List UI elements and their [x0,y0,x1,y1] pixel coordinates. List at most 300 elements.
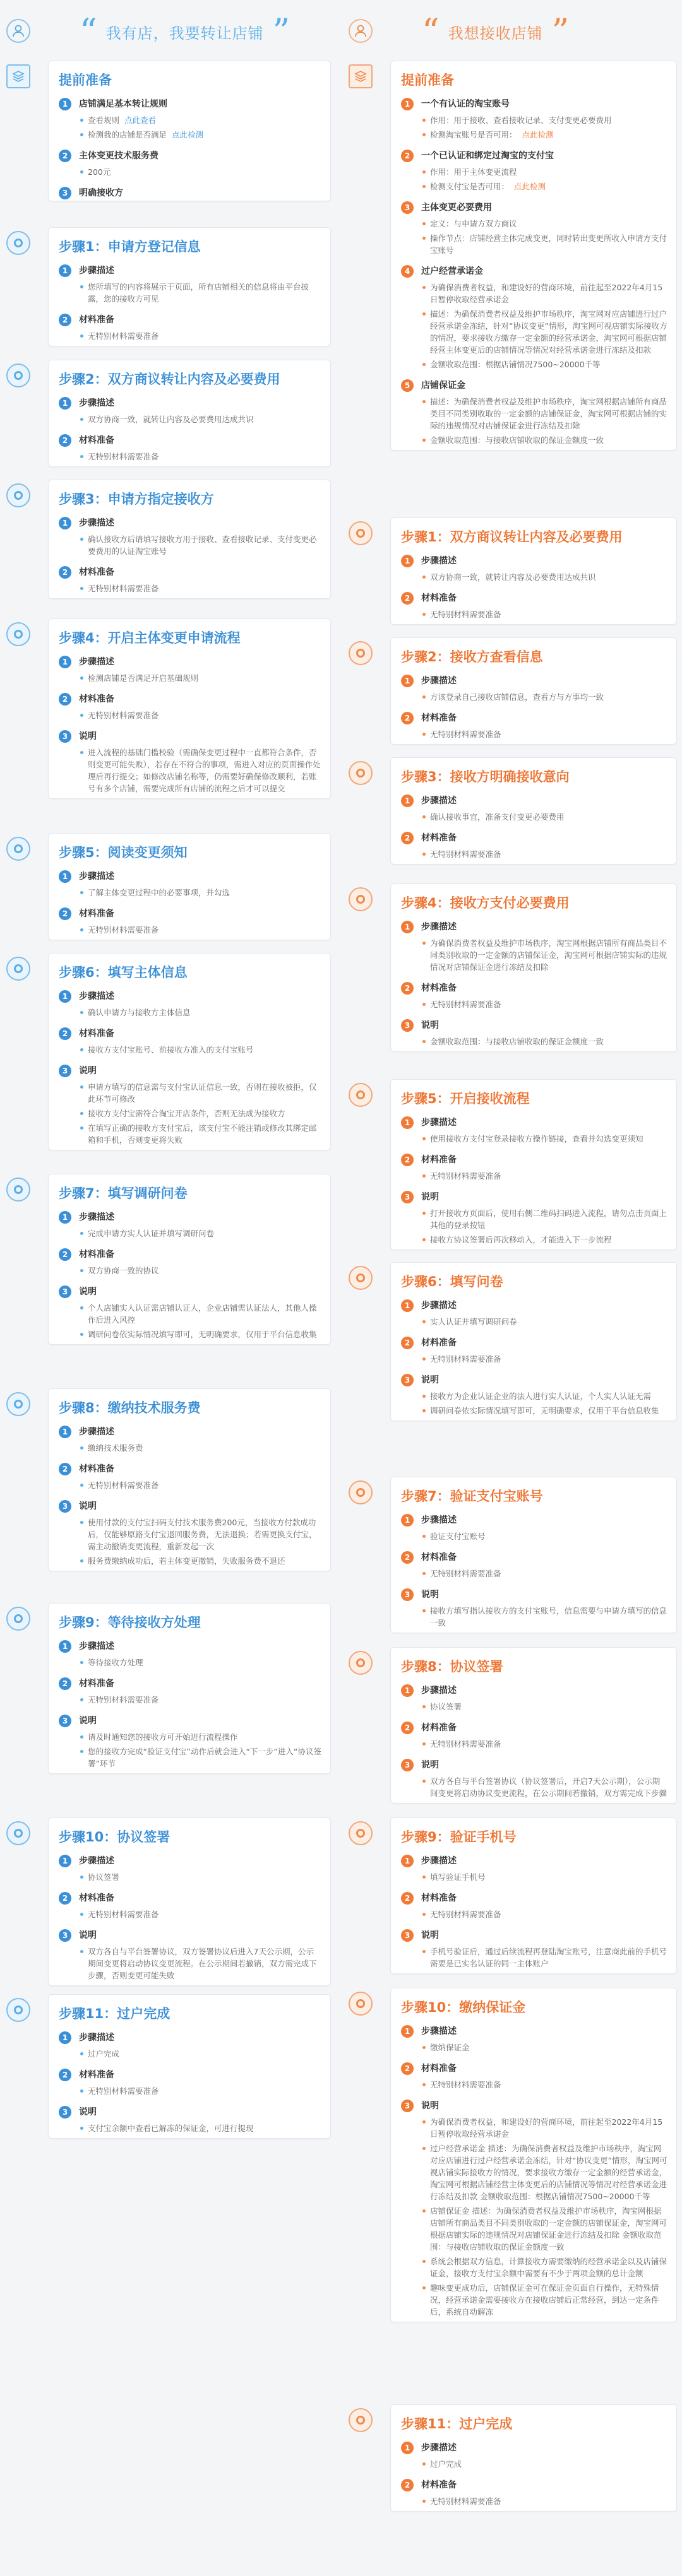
section-heading: 步骤描述 [421,1856,457,1866]
step-node-icon [6,837,30,861]
section-number-badge: 3 [401,1929,414,1942]
step-title: 提前准备 [401,73,454,88]
step-section [391,550,676,587]
user-icon [349,19,373,43]
section-bullets [421,2079,667,2091]
section-number-badge: 1 [59,517,71,529]
section-heading: 步骤描述 [421,1686,457,1696]
section-bullets [79,330,321,342]
step-title: 步骤7：填写调研问卷 [59,1186,188,1201]
section-bullets [79,1516,321,1567]
bullet-text: 描述：为确保消费者权益及维护市场秩序，淘宝网根据店铺所有商品类目不同类别收取的一定金额的店铺保证金，淘宝网可根据店铺的实际的违规情况对店铺保证金进行冻结及扣除 [430,397,667,430]
bullet-text: 过户经营承诺金 描述：为确保消费者权益及维护市场秩序，淘宝网对应店铺进行过户经营承诺金冻结，针对“协议变更”情形，淘宝网可视店铺实际接收方的情况，要求接收方缴存一定金额的经营承诺金，淘宝网可根据店铺经营主体变更后的店铺情况等情况对经营承诺金进行冻结及扣款 金额收取范围：根据店铺情况7500~20000千等 [430,2144,667,2201]
bullet-item [79,1265,321,1277]
bullet-item [79,1746,321,1770]
section-bullets [421,2458,667,2470]
bullet-text: 等待接收方处理 [88,1658,143,1667]
section-bullets [79,2085,321,2097]
step-title: 步骤11：过户完成 [59,2006,170,2021]
step-card [48,833,331,940]
section-heading: 材料准备 [421,1552,457,1563]
step-title: 步骤7：验证支付宝账号 [401,1489,543,1504]
step-node-icon [349,2408,373,2432]
bullet-item [421,1390,667,1402]
section-bullets [421,1530,667,1542]
step-section [49,1887,330,1924]
bullet-text: 无特别材料需要准备 [430,1569,501,1578]
section-heading: 说明 [421,1375,439,1385]
bullet-item [421,1775,667,1799]
bullet-item [79,1122,321,1146]
bullet-text: 为确保消费者权益及维护市场秩序，淘宝网根据店铺所有商品类目不同类别收取的一定金额的店铺保证金，淘宝网可根据店铺实际的违规情况对店铺保证金进行冻结及扣除 [430,938,667,972]
bullet-item [421,1871,667,1883]
section-bullets [421,998,667,1010]
section-bullets [421,218,667,256]
step-section [49,1022,330,1060]
section-heading: 步骤描述 [79,1856,114,1866]
section-bullets [421,1775,667,1799]
section-heading: 材料准备 [79,1029,114,1039]
section-heading: 说明 [79,1501,97,1511]
section-number-badge: 1 [59,990,71,1003]
step-section [49,1243,330,1280]
bullet-item [421,396,667,432]
section-heading: 步骤描述 [421,2026,457,2036]
section-bullets [79,1081,321,1146]
section-number-badge: 2 [401,712,414,724]
bullet-text: 调研问卷依实际情况填写即可，无明确要求，仅用于平台信息收集 [430,1406,659,1415]
section-heading: 材料准备 [79,1250,114,1260]
section-number-badge: 2 [59,566,71,579]
section-heading: 步骤描述 [421,1301,457,1311]
section-bullets [79,1442,321,1454]
section-number-badge: 3 [59,187,71,199]
section-bullets [421,811,667,823]
section-number-badge: 1 [401,795,414,807]
step-card [48,953,331,1150]
bullet-text: 接收方填写指认接收方的支付宝账号，信息需要与申请方填写的信息一致 [430,1606,667,1628]
bullet-text: 确认申请方与接收方主体信息 [88,1008,191,1017]
check-link[interactable]: 点此查看 [124,115,157,125]
bullet-item [421,691,667,703]
step-node-icon [349,1480,373,1504]
bullet-text: 定义：与申请方双方商议 [430,219,517,228]
bullet-text: 过户完成 [430,2459,462,2469]
section-heading: 材料准备 [79,435,114,446]
step-title: 步骤10：缴纳保证金 [401,2000,526,2015]
bullet-item [421,114,667,126]
section-number-badge: 1 [401,1684,414,1697]
bullet-text: 无特别材料需要准备 [430,1354,501,1364]
bullet-text: 无特别材料需要准备 [88,2086,159,2096]
step-section [391,977,676,1014]
step-title: 步骤5：开启接收流程 [401,1091,530,1106]
section-bullets [421,1738,667,1750]
bullet-item [79,114,321,126]
bullet-item [79,887,321,899]
step-title: 步骤6：填写问卷 [401,1274,503,1289]
bullet-text: 服务费缴纳成功后，若主体变更撤销，失败服务费不退还 [88,1556,285,1566]
bullet-text: 无特别材料需要准备 [88,925,159,935]
section-heading: 材料准备 [421,713,457,723]
bullet-item [79,1479,321,1491]
bullet-text: 检测淘宝账号是否可用： [430,130,517,139]
section-heading: 材料准备 [421,1723,457,1733]
step-node-icon [349,1083,373,1107]
step-card [390,637,677,745]
section-bullets [421,1908,667,1920]
section-number-badge: 2 [401,592,414,605]
bullet-text: 无特别材料需要准备 [430,1739,501,1749]
section-bullets [421,1605,667,1629]
bullet-text: 请及时通知您的接收方可开始进行流程操作 [88,1732,238,1742]
section-bullets [79,1227,321,1239]
section-heading: 说明 [79,1716,97,1726]
section-number-badge: 1 [401,555,414,567]
bullet-item [79,1227,321,1239]
section-heading: 材料准备 [421,983,457,993]
bullet-item [421,728,667,740]
bullet-text: 手机号验证后，通过后续流程再登陆淘宝账号，注意商此前的手机号需要是已实名认证的同一主体账户 [430,1947,667,1968]
step-section [391,93,676,145]
section-heading: 说明 [421,2101,439,2111]
section-bullets [421,166,667,192]
bullet-item [421,1568,667,1580]
step-section [391,789,676,827]
step-section [49,688,330,725]
bullet-text: 无特别材料需要准备 [88,331,159,341]
section-number-badge: 2 [59,150,71,162]
step-node-icon [6,1821,30,1845]
section-bullets [421,2041,667,2053]
step-node-icon [6,363,30,387]
bullet-text: 无特别材料需要准备 [88,1695,159,1705]
step-card [390,1477,677,1633]
prep-icon [6,64,30,88]
bullet-text: 无特别材料需要准备 [88,584,159,593]
bullet-item [421,937,667,973]
bullet-text: 无特别材料需要准备 [430,730,501,739]
step-node-icon [6,1392,30,1416]
bullet-text: 打开接收方页面后，使用右侧二维码扫码进入流程，请勿点击页面上其他的登录按钮 [430,1208,667,1230]
section-bullets [79,1479,321,1491]
step-title: 步骤1：双方商议转让内容及必要费用 [401,529,623,545]
bullet-item [421,2142,667,2202]
bullet-item [421,218,667,230]
step-card [390,1817,677,1974]
step-section [391,1369,676,1421]
step-section [391,1149,676,1186]
section-number-badge: 1 [401,921,414,933]
section-heading: 材料准备 [79,909,114,919]
step-card [390,1647,677,1804]
section-heading: 步骤描述 [421,2443,457,2453]
bullet-item [79,582,321,594]
section-bullets [79,2048,321,2060]
step-section [391,827,676,864]
step-section [49,93,330,145]
bullet-text: 无特别材料需要准备 [430,610,501,619]
bullet-text: 无特别材料需要准备 [430,1171,501,1181]
bullet-text: 无特别材料需要准备 [430,849,501,859]
section-bullets [79,1908,321,1920]
bullet-text: 为确保消费者权益，和建设好的营商环境，前往起至2022年4月15日暂停收取经营承诺金 [430,2117,663,2139]
step-title: 步骤9：验证手机号 [401,1829,517,1845]
bullet-item [421,1036,667,1048]
section-number-badge: 1 [59,870,71,883]
section-heading: 步骤描述 [79,398,114,408]
bullet-text: 支付宝余额中查看已解冻的保证金，可进行提现 [88,2124,254,2133]
section-number-badge: 3 [59,1715,71,1727]
section-heading: 步骤描述 [421,556,457,566]
step-section [49,2064,330,2101]
step-section [49,182,330,201]
step-title: 步骤4：接收方支付必要费用 [401,895,570,911]
section-number-badge: 2 [401,1892,414,1905]
seller-column [4,0,332,2133]
section-heading: 材料准备 [421,1155,457,1165]
step-section [391,145,676,196]
bullet-text: 接收方为企业认证企业的法人进行实人认证，个人实人认证无需 [430,1391,652,1401]
step-section [391,1332,676,1369]
step-section [391,1754,676,1803]
bullet-item [421,281,667,305]
step-section [391,2020,676,2057]
section-bullets [79,887,321,899]
bullet-text: 使用付款的支付宝扫码支付技术服务费200元，当接收方付款成功后，仅能够原路支付宝退回服务费，无法退换；若需更换支付宝，需主动撤销变更流程，重新发起一次 [88,1518,317,1551]
step-node-icon [349,521,373,545]
step-card [48,1817,331,1986]
buyer-title: 我想接收店铺 [448,24,543,42]
section-number-badge: 4 [401,265,414,278]
step-node-icon [349,761,373,785]
bullet-item [79,330,321,342]
section-bullets [421,281,667,370]
step-title: 步骤3：接收方明确接收意向 [401,769,570,784]
bullet-text: 无特别材料需要准备 [88,711,159,720]
section-bullets [421,1316,667,1328]
bullet-text: 使用接收方支付宝登录接收方操作链接，查看并勾选变更须知 [430,1134,643,1143]
section-number-badge: 3 [401,1019,414,1032]
bullet-item [421,1353,667,1365]
section-heading: 一个已认证和绑定过淘宝的支付宝 [421,151,554,161]
section-number-badge: 5 [401,379,414,392]
section-heading: 步骤描述 [79,657,114,667]
step-section [49,651,330,688]
step-section [391,1014,676,1051]
bullet-text: 接收方支付宝需符合淘宝开店条件，否则无法成为接收方 [88,1109,285,1118]
step-card [390,1079,677,1250]
section-bullets [421,1036,667,1048]
section-bullets [79,1265,321,1277]
bullet-item [79,1108,321,1120]
step-node-icon [349,887,373,911]
step-section [49,1421,330,1458]
bullet-text: 您所填写的内容将展示于页面，所有店铺相关的信息将由平台披露，您的接收方可见 [88,282,309,304]
section-heading: 材料准备 [421,2064,457,2074]
bullet-item [79,1302,321,1326]
section-heading: 材料准备 [421,1893,457,1903]
check-link[interactable]: 点此检测 [514,182,546,191]
bullet-item [421,2255,667,2279]
step-card [48,618,331,799]
section-bullets [421,2495,667,2507]
step-section [49,259,330,309]
section-bullets [421,608,667,620]
section-number-badge: 1 [59,1640,71,1653]
step-node-icon [6,1178,30,1202]
step-section [49,1280,330,1344]
section-number-badge: 3 [401,201,414,214]
section-heading: 材料准备 [421,1338,457,1348]
check-link[interactable]: 点此检测 [522,130,554,139]
bullet-item [79,1731,321,1743]
bullet-item [79,672,321,684]
bullet-text: 确认接收事宜，准备支付变更必要费用 [430,812,565,822]
step-section [391,374,676,450]
bullet-text: 趣味变更成功后，店铺保证金可在保证金页面自行操作，无特殊情况，经营承诺金需要接收方在接收店铺后正常经营，到达一定条件后，系统自动解冻 [430,2283,659,2317]
bullet-item [421,2458,667,2470]
step-section [391,260,676,374]
step-title: 步骤1：申请方登记信息 [59,239,201,254]
bullet-text: 无特别材料需要准备 [430,2080,501,2089]
section-heading: 主体变更技术服务费 [79,151,159,161]
bullet-text: 协议签署 [430,1702,462,1711]
bullet-item [421,232,667,256]
section-number-badge: 1 [401,675,414,687]
section-number-badge: 1 [401,98,414,110]
step-node-icon [6,1607,30,1631]
step-node-icon [6,231,30,255]
section-number-badge: 2 [401,1722,414,1734]
bullet-text: 系统会根据双方信息，计算接收方需要缴纳的经营承诺金以及店铺保证金，接收方支付宝余额中需要有不少于两项金额的总计金额 [430,2257,667,2278]
section-bullets [421,114,667,141]
step-section [49,1635,330,1672]
step-section [391,1887,676,1924]
section-number-badge: 3 [401,2100,414,2112]
section-heading: 材料准备 [79,315,114,325]
bullet-text: 为确保消费者权益，和建设好的营商环境，前往起至2022年4月15日暂停收取经营承诺金 [430,283,663,304]
step-section [49,1206,330,1243]
step-node-icon [6,957,30,981]
bullet-item [421,1170,667,1182]
bullet-item [421,1605,667,1629]
bullet-text: 无特别材料需要准备 [430,1910,501,1919]
buyer-column [346,0,678,2506]
step-section [49,512,330,561]
step-section [49,985,330,1022]
section-number-badge: 3 [401,1191,414,1203]
bullet-item [421,1316,667,1328]
step-title: 步骤10：协议签署 [59,1829,170,1845]
section-bullets [421,2116,667,2318]
step-node-icon [6,483,30,507]
bullet-item [79,2085,321,2097]
bullet-item [421,848,667,860]
step-node-icon [349,1266,373,1290]
prep-icon [349,64,373,88]
section-heading: 过户经营承诺金 [421,266,483,276]
bullet-item [421,811,667,823]
step-title: 步骤3：申请方指定接收方 [59,492,214,507]
section-heading: 步骤描述 [79,1427,114,1437]
user-icon [6,19,30,43]
step-title: 步骤5：阅读变更须知 [59,845,188,860]
section-bullets [421,848,667,860]
section-number-badge: 2 [59,1463,71,1475]
bullet-item [421,2495,667,2507]
section-number-badge: 1 [59,1855,71,1867]
bullet-item [421,434,667,446]
section-number-badge: 1 [401,1855,414,1867]
bullet-text: 作用：用于接收、查看接收记录、支付变更必要费用 [430,115,612,125]
section-number-badge: 2 [59,1248,71,1261]
bullet-item [421,1133,667,1145]
section-heading: 步骤描述 [421,1515,457,1525]
section-heading: 明确接收方 [79,188,123,198]
section-number-badge: 2 [59,1677,71,1690]
section-number-badge: 1 [59,98,71,110]
bullet-text: 实人认证并填写调研问卷 [430,1317,517,1326]
step-title: 步骤8：缴纳技术服务费 [59,1400,201,1415]
bullet-item [421,180,667,192]
bullet-text: 双方各自与平台签署协议（协议签署后，开启7天公示期），公示期间变更将启动协议变更流程，在公示期间若撤销，双方需完成下步骤 [430,1776,667,1798]
step-card [48,480,331,599]
bullet-item [421,2041,667,2053]
section-number-badge: 2 [401,150,414,162]
bullet-item [79,166,321,178]
bullet-text: 双方协商一致，就转让内容及必要费用达成共识 [430,572,596,582]
step-node-icon [6,1998,30,2022]
section-heading: 说明 [421,1192,439,1202]
bullet-text: 个人店铺实人认证需店铺认证人，企业店铺需认证法人，其他人操作后进入风控 [88,1303,317,1325]
section-number-badge: 2 [401,1337,414,1349]
bullet-item [79,1044,321,1056]
step-node-icon [349,1651,373,1675]
step-section [391,1294,676,1332]
step-section [49,2026,330,2064]
section-number-badge: 2 [59,314,71,326]
step-section [391,1679,676,1716]
step-section [391,1924,676,1973]
step-section [49,309,330,346]
bullet-item [79,413,321,425]
section-number-badge: 2 [59,1892,71,1905]
section-heading: 说明 [79,2107,97,2117]
section-heading: 材料准备 [79,2070,114,2080]
bullet-item [421,2079,667,2091]
bullet-text: 双方协商一致的协议 [88,1266,159,1275]
section-heading: 材料准备 [79,1464,114,1474]
bullet-item [421,2116,667,2140]
section-heading: 说明 [421,1020,439,1031]
section-heading: 步骤描述 [79,266,114,276]
section-number-badge: 1 [401,2442,414,2454]
step-title: 步骤8：协议签署 [401,1659,503,1674]
step-section [49,429,330,466]
step-section [391,1546,676,1583]
bullet-text: 作用：用于主体变更流程 [430,167,517,177]
section-bullets [421,728,667,740]
section-number-badge: 2 [59,907,71,920]
bullet-item [79,1946,321,1982]
bullet-text: 操作节点：店铺经营主体完成变更，同时转出变更所收入申请方支付宝账号 [430,233,667,255]
section-number-badge: 1 [401,2025,414,2038]
section-bullets [79,1657,321,1669]
check-link[interactable]: 点此检测 [172,130,204,139]
step-section [391,196,676,260]
section-bullets [79,1007,321,1019]
